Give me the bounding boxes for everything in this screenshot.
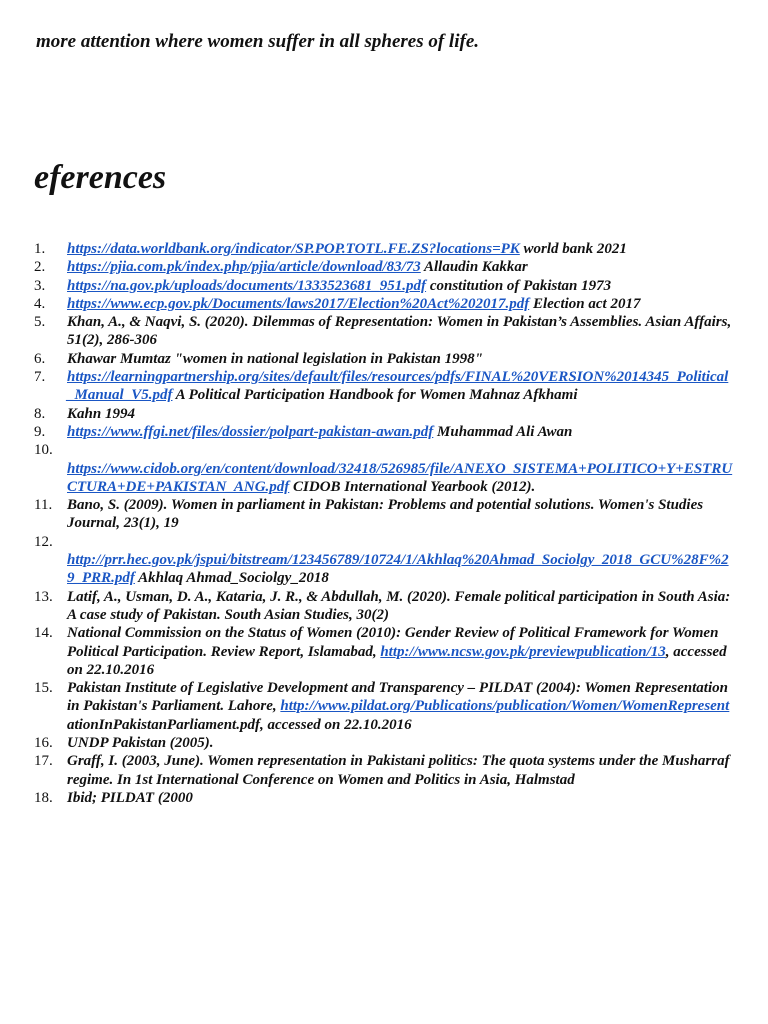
reference-item — [0, 533, 768, 588]
reference-link[interactable]: http://www.pildat.org/Publications/publication/Women/WomenRepresent — [280, 698, 730, 715]
reference-text: CIDOB International Yearbook (2012). — [289, 478, 536, 495]
reference-item — [0, 258, 768, 276]
reference-body — [67, 533, 734, 588]
reference-body — [67, 296, 640, 312]
reference-text: Khan, A., & Naqvi, S. (2020). Dilemmas of Representation: Women in Pakistan’s Assemblies. Asian Affairs, 51(2), 286-306 — [67, 314, 732, 349]
reference-text: Pakistan Institute of Legislative Development and Transparency – PILDAT (2004): Women Representation in Pakistan's Parliament. Lahore, — [67, 680, 728, 715]
reference-item — [0, 441, 768, 496]
reference-link[interactable]: https://www.ffgi.net/files/dossier/polpart-pakistan-awan.pdf — [67, 423, 434, 440]
reference-number: 18. — [34, 789, 53, 806]
references-list — [0, 240, 768, 807]
reference-link[interactable]: https://na.gov.pk/uploads/documents/1333523681_951.pdf — [67, 277, 427, 294]
reference-body — [67, 735, 214, 751]
reference-number: 4. — [34, 295, 46, 312]
reference-number: 7. — [34, 369, 46, 386]
reference-number: 10. — [34, 442, 53, 459]
reference-item — [0, 405, 768, 423]
reference-text: Akhlaq Ahmad_Sociolgy_2018 — [134, 570, 329, 587]
reference-text: Graff, I. (2003, June). Women representation in Pakistani politics: The quota systems under the Musharraf regime. In 1st International Conference on Women and Politics in Asia, Halmstad — [67, 753, 730, 788]
reference-item — [0, 624, 768, 679]
reference-text: world bank 2021 — [519, 241, 627, 257]
reference-body — [67, 424, 572, 440]
reference-number: 8. — [34, 405, 46, 422]
reference-body — [67, 625, 727, 678]
reference-number: 11. — [34, 497, 53, 514]
reference-text: Allaudin Kakkar — [420, 259, 528, 276]
reference-body — [67, 241, 627, 257]
reference-number: 5. — [34, 314, 46, 331]
reference-body — [67, 406, 135, 422]
reference-text: Muhammad Ali Awan — [433, 423, 573, 440]
reference-number: 13. — [34, 588, 53, 605]
reference-link[interactable]: http://prr.hec.gov.pk/jspui/bitstream/123456789/10724/1/Akhlaq%20Ahmad_Sociolgy_2018_GCU%28F%29_PRR.pdf — [67, 552, 729, 587]
reference-item — [0, 789, 768, 807]
reference-link[interactable]: https://pjia.com.pk/index.php/pjia/article/download/83/73 — [67, 259, 421, 276]
reference-link[interactable]: https://www.ecp.gov.pk/Documents/laws2017/Election%20Act%202017.pdf — [67, 295, 530, 312]
reference-text: , accessed on 22.10.2016 — [67, 643, 727, 678]
reference-text: Latif, A., Usman, D. A., Kataria, J. R., & Abdullah, M. (2020). Female political participation in South Asia: A case study of Pakistan. South Asian Studies, 30(2) — [67, 588, 731, 623]
reference-item — [0, 496, 768, 533]
reference-link[interactable]: http://www.ncsw.gov.pk/previewpublication/13 — [380, 643, 666, 660]
reference-text: Bano, S. (2009). Women in parliament in Pakistan: Problems and potential solutions. Women's Studies Journal, 23(1), 19 — [67, 497, 704, 532]
reference-item — [0, 295, 768, 313]
reference-text: Election act 2017 — [529, 295, 641, 312]
reference-body — [67, 497, 703, 531]
reference-number: 2. — [34, 259, 46, 276]
reference-number: 9. — [34, 423, 46, 440]
reference-item — [0, 423, 768, 441]
reference-text: constitution of Pakistan 1973 — [426, 277, 612, 294]
reference-body — [67, 589, 730, 623]
reference-text: Ibid; PILDAT (2000 — [67, 789, 193, 806]
reference-body — [67, 278, 611, 294]
reference-item — [0, 313, 768, 350]
reference-body — [67, 753, 730, 787]
reference-text: UNDP Pakistan (2005). — [67, 735, 214, 752]
reference-number: 16. — [34, 735, 53, 752]
intro-text: more attention where women suffer in all spheres of life. — [36, 31, 480, 52]
reference-item — [0, 588, 768, 625]
reference-item — [0, 277, 768, 295]
reference-body — [67, 259, 528, 275]
reference-text: A Political Participation Handbook for Women Mahnaz Afkhami — [172, 387, 578, 404]
reference-number: 1. — [34, 241, 46, 257]
reference-link[interactable]: https://data.worldbank.org/indicator/SP.POP.TOTL.FE.ZS?locations=PK — [67, 241, 520, 257]
reference-body — [67, 369, 728, 403]
references-heading: eferences — [34, 159, 167, 196]
reference-text: National Commission on the Status of Women (2010): Gender Review of Political Framework for Women Political Participation. Review Report, Islamabad, — [67, 625, 719, 660]
reference-number: 6. — [34, 350, 46, 367]
reference-text: Kahn 1994 — [67, 405, 135, 422]
reference-link[interactable]: https://www.cidob.org/en/content/download/32418/526985/file/ANEXO_SISTEMA+POLITICO+Y+ESTRUCTURA+DE+PAKISTAN_ANG.pdf — [67, 460, 733, 495]
reference-number: 17. — [34, 753, 53, 770]
reference-number: 12. — [34, 533, 53, 550]
reference-body — [67, 790, 193, 806]
reference-body — [67, 351, 483, 367]
reference-item — [0, 752, 768, 789]
reference-item — [0, 734, 768, 752]
reference-item — [0, 368, 768, 405]
reference-text: Khawar Mumtaz "women in national legislation in Pakistan 1998" — [67, 350, 483, 367]
reference-item — [0, 240, 768, 258]
reference-number: 3. — [34, 277, 46, 294]
reference-body — [67, 680, 729, 733]
reference-item — [0, 350, 768, 368]
reference-number: 14. — [34, 625, 53, 642]
reference-link[interactable]: https://learningpartnership.org/sites/default/files/resources/pdfs/FINAL%20VERSION%2014345_Political_Manual_V5.pdf — [67, 369, 729, 404]
reference-item — [0, 679, 768, 734]
reference-body — [67, 441, 734, 496]
reference-number: 15. — [34, 680, 53, 697]
reference-text: ationInPakistanParliament.pdf, accessed on 22.10.2016 — [67, 716, 412, 733]
reference-body — [67, 314, 731, 348]
